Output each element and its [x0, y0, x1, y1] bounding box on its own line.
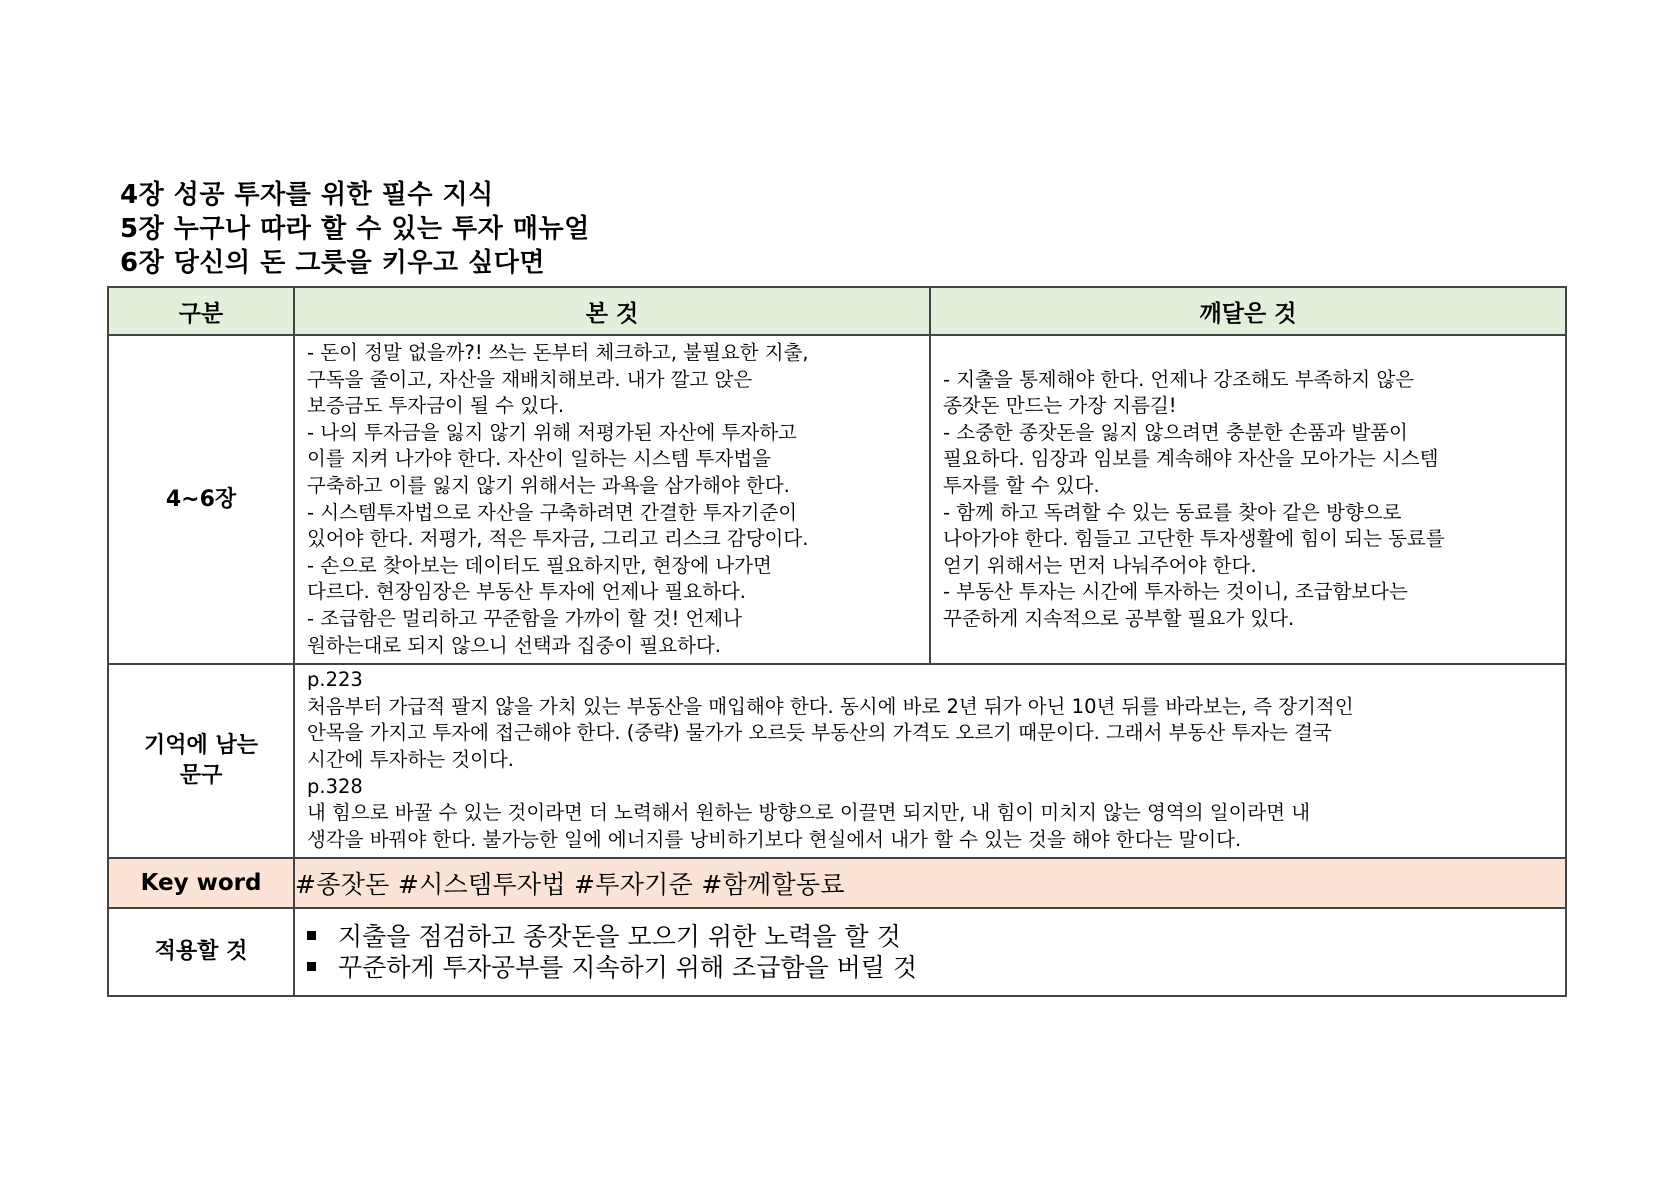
apply-label: 적용할 것 [108, 908, 294, 996]
realized-line: 필요하다. 임장과 임보를 계속해야 자산을 모아가는 시스템 [943, 447, 1439, 471]
header-realized: 깨달은 것 [930, 287, 1566, 335]
memorable-quote-row [108, 664, 1566, 858]
list-item [307, 952, 1565, 983]
table-header-row [108, 287, 1566, 335]
realized-line: 얻기 위해서는 먼저 나눠주어야 한다. [943, 553, 1257, 577]
reading-summary-table [107, 286, 1567, 997]
chapter-title-4: 4장 성공 투자를 위한 필수 지식 [120, 180, 494, 210]
quote-line: 처음부터 가급적 팔지 않을 가치 있는 부동산을 매입해야 한다. 동시에 바로 2년 뒤가 아닌 10년 뒤를 바라보는, 즉 장기적인 [307, 694, 1354, 718]
saw-line: 다르다. 현장임장은 부동산 투자에 언제나 필요하다. [307, 580, 746, 604]
saw-line: 구독을 줄이고, 자산을 재배치해보라. 내가 깔고 앉은 [307, 367, 753, 391]
list-item [307, 921, 1565, 952]
memorable-quote-cell [294, 664, 1566, 858]
quote-line: 시간에 투자하는 것이다. [307, 747, 514, 771]
chapters-label: 4~6장 [108, 335, 294, 664]
realized-line: 꾸준하게 지속적으로 공부할 필요가 있다. [943, 606, 1295, 630]
apply-item-text: 꾸준하게 투자공부를 지속하기 위해 조급함을 버릴 것 [338, 953, 917, 983]
quote-line: 안목을 가지고 투자에 접근해야 한다. (중략) 물가가 오르듯 부동산의 가격도 오르기 때문이다. 그래서 부동산 투자는 결국 [307, 721, 1332, 745]
saw-line: 구축하고 이를 잃지 않기 위해서는 과욕을 삼가해야 한다. [307, 473, 790, 497]
apply-cell [294, 908, 1566, 996]
chapter-titles [120, 178, 1560, 280]
realized-line: - 함께 하고 독려할 수 있는 동료를 찾아 같은 방향으로 [943, 500, 1402, 524]
square-bullet-icon [307, 931, 316, 940]
saw-line: - 손으로 찾아보는 데이터도 필요하지만, 현장에 나가면 [307, 553, 772, 577]
quote-line: 생각을 바꿔야 한다. 불가능한 일에 에너지를 낭비하기보다 현실에서 내가 할 수 있는 것을 해야 한다는 말이다. [307, 827, 1242, 851]
realized-line: - 부동산 투자는 시간에 투자하는 것이니, 조급함보다는 [943, 580, 1408, 604]
chapters-row [108, 335, 1566, 664]
memorable-quote-text [295, 665, 1565, 857]
saw-line: - 시스템투자법으로 자산을 구축하려면 간결한 투자기준이 [307, 500, 798, 524]
memorable-quote-label [108, 664, 294, 858]
saw-line: 원하는대로 되지 않으니 선택과 집중이 필요하다. [307, 633, 721, 657]
quote-line: 내 힘으로 바꿀 수 있는 것이라면 더 노력해서 원하는 방향으로 이끌면 되지만, 내 힘이 미치지 않는 영역의 일이라면 내 [307, 801, 1311, 825]
header-saw: 본 것 [294, 287, 930, 335]
saw-line: 보증금도 투자금이 될 수 있다. [307, 394, 565, 418]
keyword-label: Key word [108, 858, 294, 908]
chapter-title-6: 6장 당신의 돈 그릇을 키우고 싶다면 [120, 248, 545, 278]
apply-list [295, 917, 1565, 987]
saw-line: - 나의 투자금을 잃지 않기 위해 저평가된 자산에 투자하고 [307, 420, 797, 444]
realized-line: 종잣돈 만드는 가장 지름길! [943, 394, 1177, 418]
chapter-title-5: 5장 누구나 따라 할 수 있는 투자 매뉴얼 [120, 214, 590, 244]
memorable-quote-label-line1: 기억에 남는 [144, 733, 258, 759]
realized-line: 투자를 할 수 있다. [943, 473, 1100, 497]
saw-line: 이를 지켜 나가야 한다. 자산이 일하는 시스템 투자법을 [307, 447, 772, 471]
memorable-quote-label-line2: 문구 [179, 763, 223, 789]
realized-line: 나아가야 한다. 힘들고 고단한 투자생활에 힘이 되는 동료를 [943, 527, 1445, 551]
apply-item-text: 지출을 점검하고 종잣돈을 모으기 위한 노력을 할 것 [338, 922, 901, 952]
quote-page-ref: p.223 [307, 668, 363, 692]
square-bullet-icon [307, 962, 316, 971]
realized-text [931, 363, 1565, 637]
keyword-row [108, 858, 1566, 908]
saw-text [295, 336, 929, 663]
header-category: 구분 [108, 287, 294, 335]
realized-line: - 소중한 종잣돈을 잃지 않으려면 충분한 손품과 발품이 [943, 420, 1408, 444]
saw-line: 있어야 한다. 저평가, 적은 투자금, 그리고 리스크 감당이다. [307, 527, 809, 551]
realized-cell [930, 335, 1566, 664]
saw-line: - 돈이 정말 없을까?! 쓰는 돈부터 체크하고, 불필요한 지출, [307, 341, 809, 364]
keyword-text: #종잣돈 #시스템투자법 #투자기준 #함께할동료 [294, 858, 1566, 908]
saw-cell [294, 335, 930, 664]
quote-page-ref: p.328 [307, 774, 363, 798]
apply-row [108, 908, 1566, 996]
saw-line: - 조급함은 멀리하고 꾸준함을 가까이 할 것! 언제나 [307, 606, 742, 630]
realized-line: - 지출을 통제해야 한다. 언제나 강조해도 부족하지 않은 [943, 367, 1415, 391]
